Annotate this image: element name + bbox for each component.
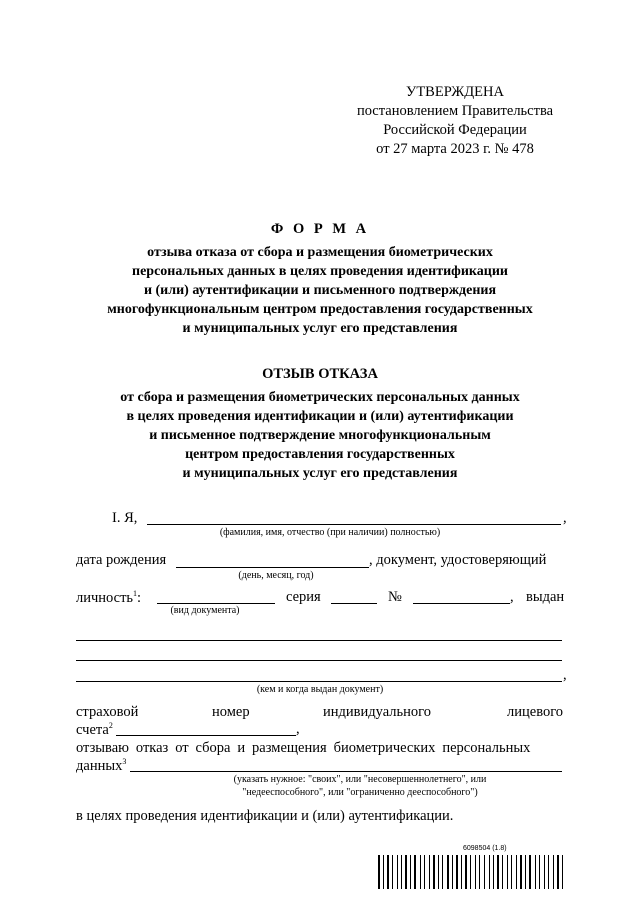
barcode <box>378 855 566 889</box>
barcode-bar <box>529 855 531 889</box>
barcode-bar <box>390 855 391 889</box>
approval-date: от 27 марта 2023 г. № 478 <box>376 141 534 157</box>
footnote-1-mark: 1 <box>133 589 138 598</box>
i-am-label: I. Я, <box>112 510 138 526</box>
doc-subtitle-line: от сбора и размещения биометрических персональных данных <box>120 390 520 405</box>
barcode-bar <box>405 855 407 889</box>
barcode-bar <box>450 855 451 889</box>
barcode-bar <box>502 855 503 889</box>
issued-label: выдан <box>526 589 565 605</box>
barcode-bar <box>444 855 446 889</box>
issued-by-line-2[interactable] <box>76 660 562 661</box>
barcode-bar <box>491 855 492 889</box>
barcode-bar <box>504 855 506 889</box>
barcode-bar <box>500 855 501 889</box>
birth-hint: (день, месяц, год) <box>238 570 314 581</box>
barcode-bar <box>495 855 496 889</box>
barcode-bar <box>475 855 476 889</box>
barcode-bar <box>555 855 556 889</box>
barcode-bar <box>535 855 536 889</box>
barcode-bar <box>507 855 508 889</box>
number-label: № <box>388 589 402 605</box>
approval-block <box>330 83 580 159</box>
barcode-bar <box>387 855 389 889</box>
barcode-bar <box>513 855 515 889</box>
snils-word: номер <box>212 704 250 720</box>
barcode-bar <box>403 855 404 889</box>
barcode-bar <box>518 855 519 889</box>
form-subtitle <box>60 243 580 338</box>
doc-subtitle <box>60 388 580 483</box>
barcode-bar <box>394 855 396 889</box>
barcode-bar <box>468 855 469 889</box>
barcode-bar <box>560 855 561 889</box>
barcode-bar <box>422 855 423 889</box>
barcode-bar <box>470 855 471 889</box>
snils-word: страховой <box>76 704 139 720</box>
barcode-bar <box>392 855 393 889</box>
barcode-bar <box>426 855 428 889</box>
barcode-bar <box>438 855 439 889</box>
birth-tail: , документ, удостоверяющий <box>369 552 547 568</box>
barcode-label: 6098504 (1.8) <box>463 845 507 852</box>
snils-field[interactable] <box>116 735 296 736</box>
footnote-2-mark: 2 <box>108 721 113 730</box>
snils-comma: , <box>296 721 300 737</box>
barcode-bar <box>424 855 425 889</box>
form-subtitle-line: отзыва отказа от сбора и размещения биометрических <box>147 245 493 260</box>
barcode-bar <box>511 855 512 889</box>
barcode-bar <box>452 855 453 889</box>
approval-title: УТВЕРЖДЕНА <box>406 84 504 100</box>
identity-colon: : <box>137 589 142 606</box>
barcode-bar <box>484 855 485 889</box>
barcode-bar <box>541 855 543 889</box>
barcode-bar <box>385 855 386 889</box>
barcode-bar <box>546 855 547 889</box>
revoke-data-label <box>76 757 126 775</box>
barcode-bar <box>516 855 517 889</box>
issued-by-line-3[interactable] <box>76 681 562 682</box>
barcode-bar <box>417 855 419 889</box>
barcode-bar <box>537 855 538 889</box>
barcode-bar <box>414 855 416 889</box>
barcode-bar <box>397 855 398 889</box>
snils-word: индивидуального <box>323 704 431 720</box>
barcode-bar <box>378 855 380 889</box>
revoke-hint-2: "недееспособного", или "ограниченно дееспособного") <box>242 787 478 798</box>
revoke-line: отзываю отказ от сбора и размещения биометрических персональных <box>76 740 531 756</box>
barcode-bar <box>557 855 559 889</box>
barcode-bar <box>420 855 421 889</box>
purpose-text: в целях проведения идентификации и (или) аутентификации. <box>76 808 454 824</box>
form-subtitle-line: и муниципальных услуг его представления <box>182 321 458 336</box>
snils-account-label <box>76 721 113 739</box>
number-field[interactable] <box>413 603 510 604</box>
issued-comma: , <box>563 667 567 683</box>
barcode-bar <box>447 855 449 889</box>
barcode-bar <box>461 855 462 889</box>
barcode-bar <box>412 855 413 889</box>
barcode-bar <box>459 855 460 889</box>
barcode-bar <box>454 855 455 889</box>
barcode-bar <box>431 855 432 889</box>
barcode-bar <box>408 855 409 889</box>
barcode-bar <box>399 855 400 889</box>
revoke-hint-1: (указать нужное: "своих", или "несовершеннолетнего", или <box>233 774 487 785</box>
doc-subtitle-line: и письменное подтверждение многофункциональным <box>149 428 491 443</box>
identity-label <box>76 589 141 607</box>
doc-title: ОТЗЫВ ОТКАЗА <box>262 366 378 382</box>
form-subtitle-line: и (или) аутентификации и письменного подтверждения <box>143 283 497 298</box>
fio-comma: , <box>563 510 567 526</box>
fio-field[interactable] <box>147 524 561 525</box>
barcode-bar <box>463 855 464 889</box>
number-comma: , <box>510 589 514 605</box>
snils-account-text: счета <box>76 721 109 738</box>
barcode-bar <box>532 855 534 889</box>
barcode-bar <box>489 855 490 889</box>
barcode-bar <box>381 855 382 889</box>
barcode-bar <box>544 855 545 889</box>
barcode-bar <box>550 855 552 889</box>
doc-subtitle-line: в целях проведения идентификации и (или) аутентификации <box>126 409 514 424</box>
barcode-bar <box>436 855 437 889</box>
snils-word: лицевого <box>507 704 564 720</box>
barcode-bar <box>472 855 474 889</box>
issued-by-line-1[interactable] <box>76 640 562 641</box>
barcode-bar <box>520 855 522 889</box>
footnote-3-mark: 3 <box>122 757 127 766</box>
series-field[interactable] <box>331 603 377 604</box>
barcode-bar <box>465 855 467 889</box>
barcode-bar <box>429 855 430 889</box>
birth-date-field[interactable] <box>176 567 369 568</box>
revoke-subject-field[interactable] <box>130 771 562 772</box>
barcode-bar <box>486 855 488 889</box>
barcode-bar <box>523 855 524 889</box>
approval-decree: постановлением Правительства <box>356 103 554 119</box>
barcode-bar <box>493 855 494 889</box>
barcode-bar <box>479 855 480 889</box>
barcode-bar <box>442 855 443 889</box>
barcode-bar <box>497 855 499 889</box>
birth-label: дата рождения <box>76 552 167 568</box>
barcode-bar <box>440 855 441 889</box>
form-subtitle-line: персональных данных в целях проведения идентификации <box>132 264 508 279</box>
series-label: серия <box>286 589 321 605</box>
barcode-bar <box>548 855 549 889</box>
doc-type-field[interactable] <box>157 603 275 604</box>
barcode-bar <box>401 855 402 889</box>
fio-hint: (фамилия, имя, отчество (при наличии) полностью) <box>219 527 441 538</box>
revoke-data-text: данных <box>76 757 123 774</box>
barcode-bar <box>553 855 554 889</box>
doc-type-hint: (вид документа) <box>170 605 240 616</box>
form-heading: Ф О Р М А <box>270 221 370 237</box>
barcode-bar <box>527 855 528 889</box>
barcode-bar <box>477 855 478 889</box>
barcode-bar <box>456 855 458 889</box>
barcode-bar <box>525 855 526 889</box>
identity-text: личность <box>76 589 134 606</box>
approval-government: Российской Федерации <box>383 122 527 138</box>
doc-subtitle-line: центром предоставления государственных <box>185 447 455 462</box>
barcode-bar <box>410 855 411 889</box>
barcode-bar <box>509 855 510 889</box>
issued-hint: (кем и когда выдан документ) <box>256 684 384 695</box>
barcode-bar <box>383 855 384 889</box>
form-subtitle-line: многофункциональным центром предоставления государственных <box>107 302 533 317</box>
barcode-bar <box>481 855 483 889</box>
barcode-bar <box>539 855 540 889</box>
barcode-bar <box>562 855 563 889</box>
doc-subtitle-line: и муниципальных услуг его представления <box>182 466 458 481</box>
barcode-bar <box>433 855 435 889</box>
